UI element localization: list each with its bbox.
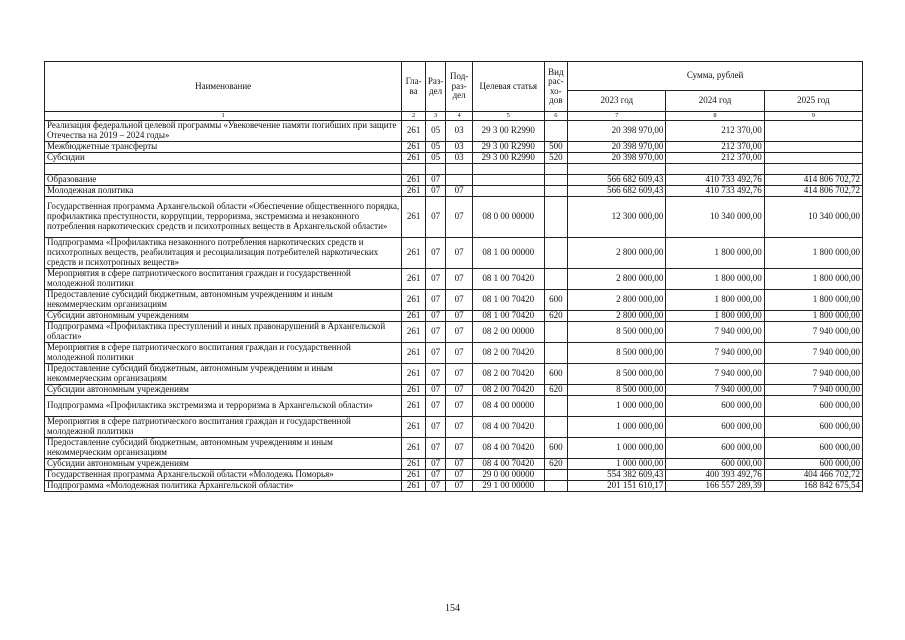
table-row [45,121,863,142]
row-sum-2025: 1 800 000,00 [764,269,862,290]
row-podrazdel: 03 [446,153,473,164]
row-glava: 261 [402,481,426,492]
table-row [45,343,863,364]
row-glava: 261 [402,417,426,438]
row-celevaya-statya: 29 3 00 R2990 [472,153,544,164]
row-name: Межбюджетные трансферты [45,142,402,153]
table-row [45,459,863,470]
row-vid-rashodov [544,197,568,238]
row-sum-2024: 1 800 000,00 [666,269,764,290]
row-celevaya-statya: 08 0 00 00000 [472,197,544,238]
row-sum-2023: 8 500 000,00 [568,364,666,385]
row-celevaya-statya: 08 2 00 00000 [472,322,544,343]
row-celevaya-statya [472,175,544,186]
row-podrazdel: 07 [446,438,473,459]
row-name: Государственная программа Архангельской области «Молодежь Поморья» [45,470,402,481]
row-sum-2025 [764,142,862,153]
row-celevaya-statya: 08 2 00 70420 [472,364,544,385]
row-sum-2024: 410 733 492,76 [666,186,764,197]
row-sum-2025: 600 000,00 [764,438,862,459]
row-razdel: 07 [425,238,445,269]
row-vid-rashodov [544,269,568,290]
column-number: 4 [446,112,473,121]
row-glava: 261 [402,364,426,385]
row-name: Государственная программа Архангельской области «Обеспечение общественного порядка, профилактика преступности, коррупции, терроризма, экстремизма и незаконного потребления наркотических средств и психотропных веществ в Архангельской области» [45,197,402,238]
row-name: Подпрограмма «Профилактика экстремизма и терроризма в Архангельской области» [45,396,402,417]
row-razdel: 07 [425,396,445,417]
row-razdel: 07 [425,175,445,186]
table-row [45,481,863,492]
table-row [45,269,863,290]
column-number: 7 [568,112,666,121]
row-sum-2023: 1 000 000,00 [568,438,666,459]
row-glava: 261 [402,153,426,164]
header-summa: Сумма, рублей [568,62,863,91]
row-sum-2025: 1 800 000,00 [764,311,862,322]
row-glava: 261 [402,470,426,481]
row-vid-rashodov: 600 [544,438,568,459]
row-vid-rashodov: 620 [544,311,568,322]
row-name: Образование [45,175,402,186]
row-sum-2023: 554 382 609,43 [568,470,666,481]
row-sum-2023 [568,164,666,175]
column-number-row [45,112,863,121]
row-glava: 261 [402,343,426,364]
row-podrazdel: 07 [446,238,473,269]
row-podrazdel [446,175,473,186]
row-name: Субсидии автономным учреждениям [45,385,402,396]
row-glava: 261 [402,385,426,396]
row-razdel: 07 [425,322,445,343]
row-podrazdel: 07 [446,322,473,343]
row-sum-2023: 8 500 000,00 [568,343,666,364]
table-row [45,385,863,396]
column-number: 3 [425,112,445,121]
column-number: 6 [544,112,568,121]
row-sum-2025: 600 000,00 [764,417,862,438]
row-podrazdel: 07 [446,269,473,290]
row-vid-rashodov: 600 [544,364,568,385]
row-vid-rashodov [544,186,568,197]
row-glava: 261 [402,396,426,417]
row-vid-rashodov [544,481,568,492]
header-year-2024: 2024 год [666,91,764,112]
row-name: Мероприятия в сфере патриотического воспитания граждан и государственной молодежной политики [45,343,402,364]
row-sum-2025: 600 000,00 [764,396,862,417]
row-sum-2025: 7 940 000,00 [764,364,862,385]
row-sum-2025: 1 800 000,00 [764,290,862,311]
table-row [45,142,863,153]
row-glava: 261 [402,322,426,343]
row-glava: 261 [402,290,426,311]
row-celevaya-statya: 08 2 00 70420 [472,343,544,364]
row-podrazdel: 07 [446,481,473,492]
row-sum-2023: 8 500 000,00 [568,322,666,343]
row-sum-2025: 1 800 000,00 [764,238,862,269]
row-sum-2024: 212 370,00 [666,121,764,142]
page-number: 154 [445,603,460,614]
row-razdel: 07 [425,459,445,470]
row-podrazdel: 07 [446,385,473,396]
row-vid-rashodov: 500 [544,142,568,153]
row-sum-2023: 2 800 000,00 [568,238,666,269]
row-razdel: 05 [425,121,445,142]
row-sum-2024: 1 800 000,00 [666,311,764,322]
row-razdel: 07 [425,481,445,492]
row-name: Мероприятия в сфере патриотического воспитания граждан и государственной молодежной политики [45,417,402,438]
row-sum-2023: 2 800 000,00 [568,311,666,322]
row-name: Предоставление субсидий бюджетным, автономным учреждениям и иным некоммерческим организациям [45,364,402,385]
row-razdel: 07 [425,290,445,311]
table-row [45,175,863,186]
row-razdel: 07 [425,438,445,459]
row-celevaya-statya [472,164,544,175]
row-podrazdel: 03 [446,142,473,153]
table-row [45,311,863,322]
row-glava: 261 [402,142,426,153]
row-podrazdel [446,164,473,175]
row-razdel: 07 [425,186,445,197]
row-sum-2024: 7 940 000,00 [666,322,764,343]
row-sum-2024: 410 733 492,76 [666,175,764,186]
row-glava: 261 [402,121,426,142]
row-sum-2025: 168 842 675,54 [764,481,862,492]
row-name: Подпрограмма «Профилактика незаконного потребления наркотических средств и психотропных веществ, реабилитация и ресоциализация потребителей наркотических средств и психотропных веществ» [45,238,402,269]
row-vid-rashodov: 520 [544,153,568,164]
row-vid-rashodov: 600 [544,290,568,311]
header-glava: Гла-ва [402,62,426,112]
row-sum-2025: 10 340 000,00 [764,197,862,238]
row-razdel: 05 [425,142,445,153]
row-sum-2024: 7 940 000,00 [666,343,764,364]
row-name: Подпрограмма «Молодежная политика Архангельской области» [45,481,402,492]
row-sum-2023: 2 800 000,00 [568,269,666,290]
row-name [45,164,402,175]
row-razdel: 07 [425,417,445,438]
row-vid-rashodov [544,417,568,438]
row-name: Предоставление субсидий бюджетным, автономным учреждениям и иным некоммерческим организациям [45,438,402,459]
row-razdel: 05 [425,153,445,164]
row-razdel: 07 [425,364,445,385]
column-number: 2 [402,112,426,121]
column-number: 8 [666,112,764,121]
row-celevaya-statya [472,186,544,197]
row-sum-2023: 20 398 970,00 [568,153,666,164]
table-row [45,153,863,164]
row-sum-2025: 7 940 000,00 [764,385,862,396]
header-year-2023: 2023 год [568,91,666,112]
table-row [45,238,863,269]
row-razdel [425,164,445,175]
table-row [45,396,863,417]
row-podrazdel: 03 [446,121,473,142]
row-name: Молодежная политика [45,186,402,197]
row-celevaya-statya: 29 0 00 00000 [472,470,544,481]
table-row-empty [45,164,863,175]
row-vid-rashodov [544,470,568,481]
row-vid-rashodov [544,322,568,343]
row-sum-2024: 600 000,00 [666,438,764,459]
row-celevaya-statya: 08 4 00 70420 [472,417,544,438]
budget-table [44,61,863,492]
row-podrazdel: 07 [446,364,473,385]
row-celevaya-statya: 08 1 00 70420 [472,269,544,290]
row-glava: 261 [402,238,426,269]
row-sum-2025 [764,121,862,142]
row-sum-2025: 600 000,00 [764,459,862,470]
row-razdel: 07 [425,197,445,238]
row-razdel: 07 [425,269,445,290]
row-sum-2023: 20 398 970,00 [568,142,666,153]
row-sum-2025: 7 940 000,00 [764,322,862,343]
row-sum-2024: 7 940 000,00 [666,385,764,396]
row-podrazdel: 07 [446,186,473,197]
row-sum-2023: 566 682 609,43 [568,186,666,197]
row-sum-2025 [764,153,862,164]
row-vid-rashodov: 620 [544,459,568,470]
row-sum-2024: 212 370,00 [666,142,764,153]
row-vid-rashodov [544,164,568,175]
row-celevaya-statya: 29 3 00 R2990 [472,121,544,142]
row-vid-rashodov [544,238,568,269]
row-sum-2024: 1 800 000,00 [666,290,764,311]
row-sum-2025: 414 806 702,72 [764,175,862,186]
header-podrazdel: Под-раз-дел [446,62,473,112]
row-sum-2024: 1 800 000,00 [666,238,764,269]
row-name: Подпрограмма «Профилактика преступлений и иных правонарушений в Архангельской области» [45,322,402,343]
row-sum-2024: 600 000,00 [666,417,764,438]
row-glava: 261 [402,197,426,238]
row-sum-2023: 8 500 000,00 [568,385,666,396]
row-celevaya-statya: 29 3 00 R2990 [472,142,544,153]
column-number: 9 [764,112,862,121]
table-row [45,364,863,385]
row-podrazdel: 07 [446,459,473,470]
row-podrazdel: 07 [446,417,473,438]
header-name: Наименование [45,62,402,112]
row-vid-rashodov [544,121,568,142]
row-glava: 261 [402,438,426,459]
row-sum-2024: 600 000,00 [666,459,764,470]
row-podrazdel: 07 [446,470,473,481]
header-razdel: Раз-дел [425,62,445,112]
row-sum-2023: 566 682 609,43 [568,175,666,186]
table-row [45,470,863,481]
row-celevaya-statya: 08 2 00 70420 [472,385,544,396]
row-name: Реализация федеральной целевой программы «Увековечение памяти погибших при защите Отечества на 2019 – 2024 годы» [45,121,402,142]
row-celevaya-statya: 08 4 00 70420 [472,438,544,459]
row-sum-2023: 20 398 970,00 [568,121,666,142]
table-row [45,197,863,238]
row-razdel: 07 [425,385,445,396]
table-row [45,417,863,438]
row-name: Субсидии автономным учреждениям [45,311,402,322]
column-number: 1 [45,112,402,121]
row-vid-rashodov [544,175,568,186]
row-glava [402,164,426,175]
row-sum-2024: 10 340 000,00 [666,197,764,238]
row-sum-2025: 404 466 702,72 [764,470,862,481]
row-celevaya-statya: 08 1 00 00000 [472,238,544,269]
table-row [45,290,863,311]
row-glava: 261 [402,175,426,186]
row-celevaya-statya: 29 1 00 00000 [472,481,544,492]
row-podrazdel: 07 [446,290,473,311]
header-celevaya-statya: Целевая статья [472,62,544,112]
row-podrazdel: 07 [446,311,473,322]
row-sum-2023: 201 151 610,17 [568,481,666,492]
row-vid-rashodov [544,343,568,364]
row-sum-2023: 2 800 000,00 [568,290,666,311]
row-sum-2024: 7 940 000,00 [666,364,764,385]
table-row [45,438,863,459]
table-row [45,186,863,197]
header-vid-rashodov: Вид рас-хо-дов [544,62,568,112]
row-sum-2024 [666,164,764,175]
row-razdel: 07 [425,343,445,364]
row-name: Предоставление субсидий бюджетным, автономным учреждениям и иным некоммерческим организациям [45,290,402,311]
row-glava: 261 [402,311,426,322]
row-sum-2023: 1 000 000,00 [568,396,666,417]
row-celevaya-statya: 08 1 00 70420 [472,290,544,311]
column-number: 5 [472,112,544,121]
row-sum-2023: 1 000 000,00 [568,459,666,470]
row-podrazdel: 07 [446,343,473,364]
row-sum-2023: 12 300 000,00 [568,197,666,238]
row-razdel: 07 [425,470,445,481]
row-sum-2024: 166 557 289,39 [666,481,764,492]
row-vid-rashodov [544,396,568,417]
row-sum-2024: 212 370,00 [666,153,764,164]
row-name: Мероприятия в сфере патриотического воспитания граждан и государственной молодежной политики [45,269,402,290]
row-glava: 261 [402,269,426,290]
row-razdel: 07 [425,311,445,322]
row-podrazdel: 07 [446,396,473,417]
row-podrazdel: 07 [446,197,473,238]
row-glava: 261 [402,186,426,197]
row-sum-2025 [764,164,862,175]
header-year-2025: 2025 год [764,91,862,112]
row-celevaya-statya: 08 1 00 70420 [472,311,544,322]
table-row [45,322,863,343]
row-sum-2025: 414 806 702,72 [764,186,862,197]
row-sum-2024: 400 393 492,76 [666,470,764,481]
row-sum-2025: 7 940 000,00 [764,343,862,364]
row-sum-2023: 1 000 000,00 [568,417,666,438]
row-celevaya-statya: 08 4 00 70420 [472,459,544,470]
row-vid-rashodov: 620 [544,385,568,396]
row-glava: 261 [402,459,426,470]
row-name: Субсидии [45,153,402,164]
row-name: Субсидии автономным учреждениям [45,459,402,470]
row-sum-2024: 600 000,00 [666,396,764,417]
row-celevaya-statya: 08 4 00 00000 [472,396,544,417]
